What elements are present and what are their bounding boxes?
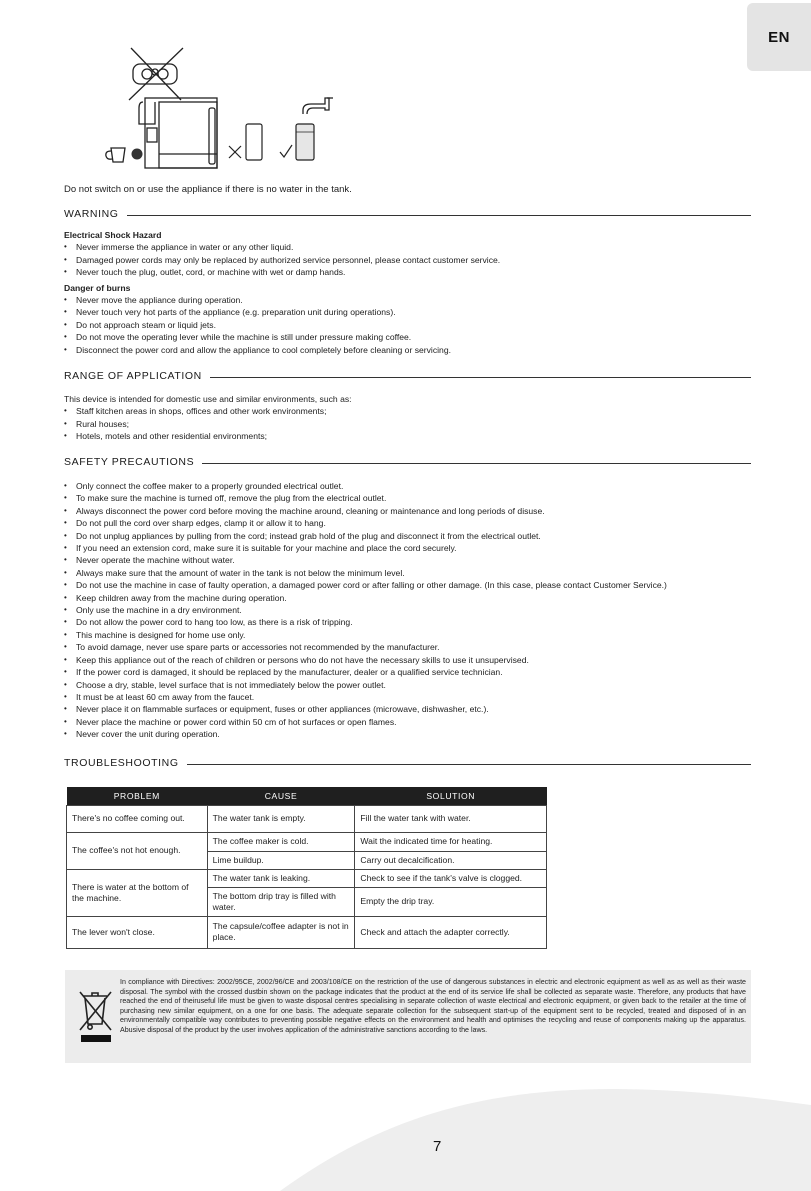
list-item: • Keep children away from the machine during operation. [64, 592, 754, 604]
coffee-machine-icon [129, 48, 217, 168]
range-title: RANGE OF APPLICATION [64, 370, 202, 382]
crossed-bin-icon [77, 988, 115, 1044]
list-item: • Rural houses; [64, 418, 754, 430]
safety-rule [202, 463, 751, 464]
cause-cell: The bottom drip tray is filled with water. [207, 887, 355, 916]
cause-cell: The capsule/coffee adapter is not in place. [207, 916, 355, 948]
compliance-text: In compliance with Directives: 2002/95CE, 2002/96/CE and 2003/108/CE on the restriction of the use of dangerous substances in electric and electronic equipment as well as as well as their waste disposal. The symbol with the crossed dustbin shown on the package indicates that the product at the end of its service life shall be collected as separate waste. Therefore, any products that have reached the end of theiruseful life must be given to waste disposal centres specialising in separate collection of waste electrical and electronic equipment, or given back to the retailer at the time of purchasing new similar equipment, on a one for one basis. The adequate separate collection for the subsequent start-up of the equipment sent to be recycled, treated and disposed of in an environmentally compatible way contributes to preventing possible negative effects on the environment and health and optimises the recycling and reuse of components making up the apparatus. Abusive disposal of the product by the user involves application of the administrative sanctions according to the laws. [120, 978, 746, 1034]
list-item: • Do not pull the cord over sharp edges, clamp it or allow it to hang. [64, 517, 754, 529]
list-item: • Never operate the machine without water. [64, 554, 754, 566]
warning-heading [64, 207, 751, 221]
problem-cell: There's no coffee coming out. [67, 805, 208, 832]
list-item: • Choose a dry, stable, level surface that is not immediately below the power outlet. [64, 679, 754, 691]
list-item: • If the power cord is damaged, it should be replaced by the manufacturer, dealer or a qualified service technician. [64, 666, 754, 678]
list-item: • Always disconnect the power cord before moving the machine around, cleaning or maintenance and long periods of disuse. [64, 505, 754, 517]
list-item: • To make sure the machine is turned off, remove the plug from the electrical outlet. [64, 492, 754, 504]
column-header-solution: SOLUTION [355, 787, 547, 805]
list-item: • Never move the appliance during operation. [64, 294, 754, 306]
troubleshooting-heading [64, 756, 751, 770]
troubleshooting-title: TROUBLESHOOTING [64, 757, 179, 769]
list-item: • Do not unplug appliances by pulling from the cord; instead grab hold of the plug and disconnect it from the electrical outlet. [64, 530, 754, 542]
language-tab: EN [747, 3, 811, 71]
list-item: • Damaged power cords may only be replaced by authorized service personnel, please contact customer service. [64, 254, 754, 266]
solution-cell: Check to see if the tank's valve is clogged. [355, 869, 547, 887]
problem-cell: The lever won't close. [67, 916, 208, 948]
safety-title: SAFETY PRECAUTIONS [64, 456, 195, 468]
table-row [67, 832, 547, 851]
check-icon [280, 145, 292, 157]
troubleshooting-rule [187, 764, 751, 765]
list-item: • Only connect the coffee maker to a properly grounded electrical outlet. [64, 480, 754, 492]
empty-tank-icon [246, 124, 262, 160]
arrow-icon [132, 149, 143, 160]
warning-section [64, 229, 754, 356]
table-header-row [67, 787, 547, 805]
list-item: • Never cover the unit during operation. [64, 728, 754, 740]
list-item: • If you need an extension cord, make sure it is suitable for your machine and place the cord securely. [64, 542, 754, 554]
solution-cell: Check and attach the adapter correctly. [355, 916, 547, 948]
list-item: • Always make sure that the amount of water in the tank is not below the minimum level. [64, 567, 754, 579]
page-number: 7 [433, 1138, 442, 1155]
warning-rule [127, 215, 751, 216]
safety-heading [64, 455, 751, 469]
troubleshooting-table [66, 787, 547, 949]
solution-cell: Empty the drip tray. [355, 887, 547, 916]
list-item: • Disconnect the power cord and allow the appliance to cool completely before cleaning or servicing. [64, 344, 754, 356]
column-header-problem: PROBLEM [67, 787, 208, 805]
list-item: • It must be at least 60 cm away from the faucet. [64, 691, 754, 703]
water-tank-note: Do not switch on or use the appliance if there is no water in the tank. [64, 184, 352, 195]
faucet-icon [303, 98, 333, 114]
list-item: • Only use the machine in a dry environment. [64, 604, 754, 616]
electrical-shock-heading: Electrical Shock Hazard [64, 230, 162, 240]
burns-heading: Danger of burns [64, 282, 131, 293]
electrical-shock-list [64, 241, 754, 278]
list-item: • Never place the machine or power cord within 50 cm of hot surfaces or open flames. [64, 716, 754, 728]
compliance-box [65, 970, 751, 1063]
range-intro: This device is intended for domestic use and similar environments, such as: [64, 394, 352, 404]
problem-cell: The coffee's not hot enough. [67, 832, 208, 869]
cup-icon [106, 148, 125, 162]
list-item: • Do not move the operating lever while the machine is still under pressure making coffee. [64, 331, 754, 343]
range-section [64, 393, 754, 443]
coffee-machine-illustration [95, 44, 355, 170]
list-item: • Never place it on flammable surfaces or equipment, fuses or other appliances (microwave, dishwasher, etc.). [64, 703, 754, 715]
column-header-cause: CAUSE [207, 787, 355, 805]
cause-cell: The water tank is empty. [207, 805, 355, 832]
list-item: • Do not approach steam or liquid jets. [64, 319, 754, 331]
list-item: • Never touch very hot parts of the appliance (e.g. preparation unit during operations). [64, 306, 754, 318]
list-item: • To avoid damage, never use spare parts or accessories not recommended by the manufacturer. [64, 641, 754, 653]
list-item: • Hotels, motels and other residential environments; [64, 430, 754, 442]
solution-cell: Wait the indicated time for heating. [355, 832, 547, 851]
list-item: • Never touch the plug, outlet, cord, or machine with wet or damp hands. [64, 266, 754, 278]
table-row [67, 916, 547, 948]
table-row [67, 869, 547, 887]
list-item: • Do not use the machine in case of faulty operation, a damaged power cord or after falling or other damage. (In this case, please contact Customer Service.) [64, 579, 754, 591]
warning-title: WARNING [64, 208, 119, 220]
solution-cell: Carry out decalcification. [355, 851, 547, 869]
list-item: • Never immerse the appliance in water or any other liquid. [64, 241, 754, 253]
list-item: • This machine is designed for home use only. [64, 629, 754, 641]
safety-section [64, 480, 754, 741]
solution-cell: Fill the water tank with water. [355, 805, 547, 832]
list-item: • Keep this appliance out of the reach of children or persons who do not have the necessary skills to use it unsupervised. [64, 654, 754, 666]
burns-list [64, 294, 754, 356]
cross-icon [229, 146, 241, 158]
problem-cell: There is water at the bottom of the machine. [67, 869, 208, 916]
range-list [64, 405, 754, 442]
range-heading [64, 369, 751, 383]
cause-cell: Lime buildup. [207, 851, 355, 869]
list-item: • Do not allow the power cord to hang too low, as there is a risk of tripping. [64, 616, 754, 628]
full-tank-icon [296, 124, 314, 160]
cause-cell: The coffee maker is cold. [207, 832, 355, 851]
cause-cell: The water tank is leaking. [207, 869, 355, 887]
list-item: • Staff kitchen areas in shops, offices and other work environments; [64, 405, 754, 417]
safety-list [64, 480, 754, 741]
range-rule [210, 377, 751, 378]
table-row [67, 805, 547, 832]
